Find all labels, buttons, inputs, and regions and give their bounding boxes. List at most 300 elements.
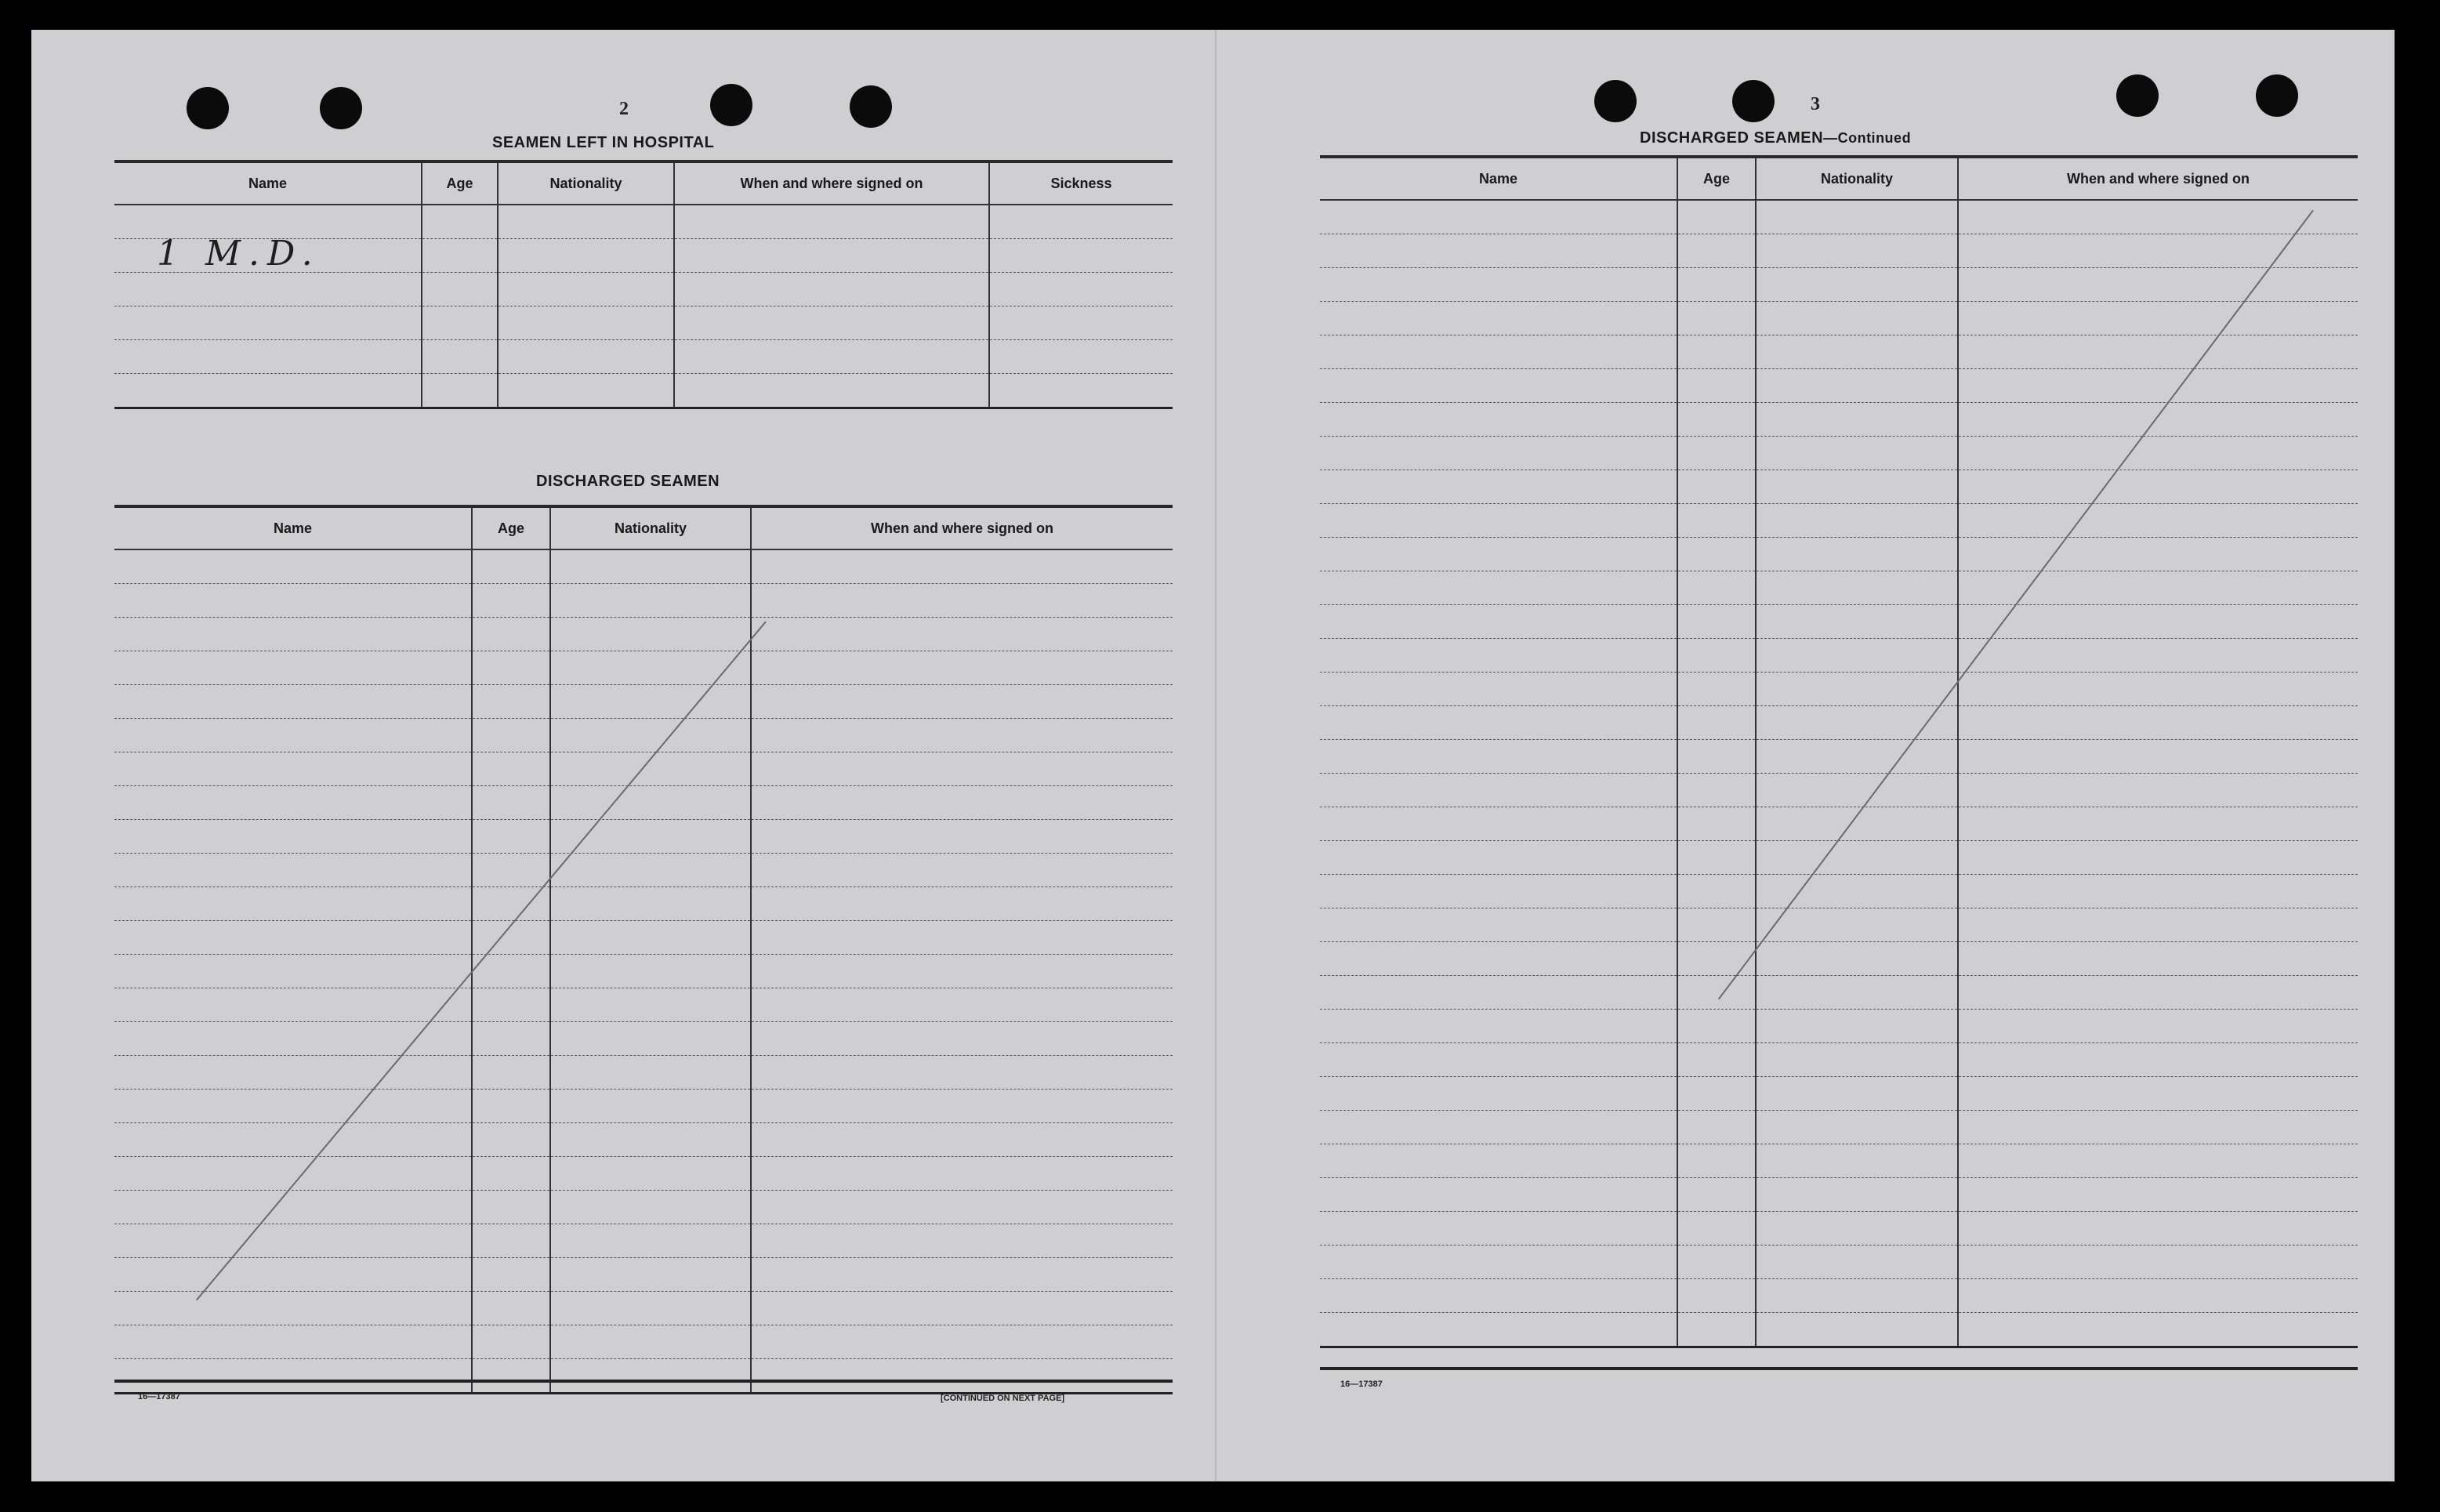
table-row: [114, 340, 1173, 374]
table-header-row: [114, 161, 1173, 205]
table-cell: [1320, 774, 1677, 807]
table-cell: [550, 1191, 751, 1224]
table-cell: [114, 549, 472, 584]
table-cell: [751, 752, 1173, 786]
table-cell: [1958, 335, 2358, 369]
table-cell: [1320, 1178, 1677, 1212]
table-row: [1320, 639, 2358, 673]
table-cell: [550, 1157, 751, 1191]
table-cell: [1756, 1245, 1958, 1279]
table-cell: [1756, 1010, 1958, 1043]
table-row: [114, 820, 1173, 854]
table-cell: [674, 273, 989, 306]
table-row: [1320, 1245, 2358, 1279]
table-row: [114, 685, 1173, 719]
table-cell: [498, 205, 674, 239]
table-cell: [1958, 1144, 2358, 1178]
bottom-rule: [114, 1380, 1173, 1383]
table-cell: [751, 685, 1173, 719]
table-cell: [550, 584, 751, 618]
table-cell: [1677, 774, 1756, 807]
table-cell: [114, 1123, 472, 1157]
table-row: [1320, 942, 2358, 976]
table-cell: [989, 205, 1173, 239]
table-cell: [472, 685, 550, 719]
title-main: DISCHARGED SEAMEN: [1640, 129, 1824, 147]
table-cell: [472, 1191, 550, 1224]
table-row: [114, 1325, 1173, 1359]
table-cell: [1677, 942, 1756, 976]
table-cell: [114, 1292, 472, 1325]
table-row: [114, 273, 1173, 306]
table-cell: [114, 1359, 472, 1394]
column-header-name: Name: [114, 161, 422, 205]
table-row: [114, 549, 1173, 584]
table-cell: [1320, 908, 1677, 942]
table-cell: [472, 752, 550, 786]
table-cell: [1756, 1111, 1958, 1144]
table-row: [1320, 538, 2358, 571]
table-cell: [550, 955, 751, 988]
table-cell: [1756, 1144, 1958, 1178]
table-cell: [472, 1056, 550, 1090]
table-row: [114, 719, 1173, 752]
table-cell: [674, 374, 989, 408]
table-cell: [1756, 1178, 1958, 1212]
table-cell: [1677, 908, 1756, 942]
table-cell: [1677, 1178, 1756, 1212]
table-row: [1320, 1313, 2358, 1347]
table-cell: [114, 651, 472, 685]
table-row: [1320, 1010, 2358, 1043]
table-cell: [114, 988, 472, 1022]
table-cell: [114, 786, 472, 820]
table-cell: [674, 205, 989, 239]
table-cell: [114, 820, 472, 854]
table-cell: [114, 719, 472, 752]
table-cell: [1958, 369, 2358, 403]
table-row: [1320, 875, 2358, 908]
table-row: [114, 374, 1173, 408]
table-cell: [114, 921, 472, 955]
table-cell: [1677, 1077, 1756, 1111]
table-cell: [1320, 470, 1677, 504]
table-row: [1320, 774, 2358, 807]
table-cell: [1958, 1178, 2358, 1212]
table-cell: [1756, 200, 1958, 234]
form-number: 16—17387: [1340, 1380, 1383, 1389]
table-row: [1320, 1043, 2358, 1077]
table-cell: [1958, 706, 2358, 740]
table-cell: [1320, 1077, 1677, 1111]
table-cell: [1958, 403, 2358, 437]
table-cell: [550, 1056, 751, 1090]
table-header-row: [1320, 157, 2358, 200]
table-cell: [472, 854, 550, 887]
table-cell: [1756, 875, 1958, 908]
table-cell: [1958, 1043, 2358, 1077]
table-cell: [1756, 403, 1958, 437]
table-cell: [1320, 1245, 1677, 1279]
table-row: [114, 786, 1173, 820]
table-cell: [422, 340, 498, 374]
table-cell: [472, 549, 550, 584]
table-cell: [1320, 1043, 1677, 1077]
table-cell: [1320, 841, 1677, 875]
table-cell: [1756, 1077, 1958, 1111]
table-cell: [1677, 234, 1756, 268]
table-row: [1320, 504, 2358, 538]
table-cell: [422, 273, 498, 306]
table-cell: [114, 1224, 472, 1258]
table-cell: [550, 854, 751, 887]
table-cell: [751, 549, 1173, 584]
table-row: [1320, 571, 2358, 605]
table-cell: [1677, 504, 1756, 538]
table-cell: [1756, 807, 1958, 841]
table-cell: [674, 239, 989, 273]
table-cell: [751, 820, 1173, 854]
table-cell: [751, 1224, 1173, 1258]
table-cell: [472, 988, 550, 1022]
table-cell: [550, 719, 751, 752]
table-row: [114, 651, 1173, 685]
table-cell: [1320, 942, 1677, 976]
table-cell: [1958, 1313, 2358, 1347]
table-cell: [1958, 1010, 2358, 1043]
table-row: [1320, 470, 2358, 504]
table-cell: [751, 988, 1173, 1022]
column-header-sickness: Sickness: [989, 161, 1173, 205]
table-row: [1320, 268, 2358, 302]
table-cell: [751, 584, 1173, 618]
table-cell: [114, 584, 472, 618]
table-row: [114, 854, 1173, 887]
table-cell: [550, 651, 751, 685]
table-row: [1320, 369, 2358, 403]
table-cell: [1320, 268, 1677, 302]
handwritten-entry: 1 M.D.: [157, 234, 321, 274]
table-cell: [1677, 1010, 1756, 1043]
table-cell: [1756, 268, 1958, 302]
table-row: [1320, 1077, 2358, 1111]
table-cell: [550, 1224, 751, 1258]
table-cell: [1677, 302, 1756, 335]
table-cell: [422, 239, 498, 273]
table-cell: [1958, 841, 2358, 875]
discharged-table: [114, 505, 1173, 1394]
page-number: 2: [619, 99, 629, 119]
table-cell: [422, 306, 498, 340]
table-cell: [1958, 1077, 2358, 1111]
table-cell: [1958, 639, 2358, 673]
table-cell: [751, 786, 1173, 820]
table-cell: [1958, 538, 2358, 571]
table-row: [114, 1292, 1173, 1325]
table-row: [114, 1123, 1173, 1157]
table-cell: [674, 306, 989, 340]
left-page: [31, 30, 1215, 1481]
table-cell: [1320, 740, 1677, 774]
table-cell: [498, 306, 674, 340]
table-row: [1320, 1178, 2358, 1212]
table-cell: [1756, 437, 1958, 470]
table-cell: [550, 1359, 751, 1394]
table-cell: [1756, 673, 1958, 706]
right-page: [1216, 30, 2395, 1481]
table-cell: [1320, 976, 1677, 1010]
table-cell: [472, 1292, 550, 1325]
table-cell: [989, 273, 1173, 306]
bottom-rule: [1320, 1367, 2358, 1370]
table-cell: [472, 1022, 550, 1056]
table-cell: [1756, 1043, 1958, 1077]
table-cell: [751, 1022, 1173, 1056]
table-cell: [989, 239, 1173, 273]
table-cell: [1958, 1279, 2358, 1313]
table-row: [114, 306, 1173, 340]
table-cell: [751, 1325, 1173, 1359]
table-cell: [1677, 470, 1756, 504]
table-cell: [1320, 335, 1677, 369]
table-cell: [1320, 605, 1677, 639]
table-row: [1320, 1111, 2358, 1144]
table-cell: [550, 988, 751, 1022]
table-cell: [114, 1258, 472, 1292]
column-header-nationality: Nationality: [550, 506, 751, 549]
column-header-age: Age: [1677, 157, 1756, 200]
table-cell: [1958, 942, 2358, 976]
table-cell: [472, 584, 550, 618]
table-cell: [498, 273, 674, 306]
table-cell: [114, 887, 472, 921]
table-row: [114, 1359, 1173, 1394]
table-cell: [1756, 908, 1958, 942]
table-cell: [550, 549, 751, 584]
table-row: [1320, 437, 2358, 470]
table-cell: [550, 618, 751, 651]
table-cell: [1320, 571, 1677, 605]
column-header-nationality: Nationality: [498, 161, 674, 205]
table-cell: [550, 820, 751, 854]
table-cell: [550, 1292, 751, 1325]
table-cell: [751, 854, 1173, 887]
table-cell: [1756, 774, 1958, 807]
table-cell: [1677, 1279, 1756, 1313]
table-cell: [751, 719, 1173, 752]
table-row: [1320, 908, 2358, 942]
table-cell: [751, 1359, 1173, 1394]
table-row: [1320, 302, 2358, 335]
table-cell: [114, 1191, 472, 1224]
table-cell: [1677, 1111, 1756, 1144]
table-cell: [1756, 605, 1958, 639]
table-row: [114, 955, 1173, 988]
table-cell: [1677, 1144, 1756, 1178]
table-cell: [1677, 807, 1756, 841]
table-row: [1320, 234, 2358, 268]
document-sheet: [31, 30, 2395, 1481]
table-cell: [550, 1258, 751, 1292]
table-cell: [1677, 605, 1756, 639]
table-cell: [751, 1292, 1173, 1325]
table-cell: [114, 1056, 472, 1090]
table-row: [114, 584, 1173, 618]
table-cell: [1677, 740, 1756, 774]
column-header-name: Name: [114, 506, 472, 549]
table-cell: [1320, 504, 1677, 538]
table-cell: [114, 1090, 472, 1123]
table-cell: [1958, 740, 2358, 774]
table-row: [1320, 807, 2358, 841]
table-cell: [1958, 673, 2358, 706]
table-cell: [1756, 369, 1958, 403]
table-cell: [472, 1359, 550, 1394]
table-cell: [1677, 437, 1756, 470]
column-header-age: Age: [472, 506, 550, 549]
table-cell: [550, 887, 751, 921]
form-number: 16—17387: [138, 1392, 180, 1401]
table-cell: [1756, 571, 1958, 605]
table-row: [114, 1056, 1173, 1090]
table-cell: [1958, 504, 2358, 538]
table-cell: [1320, 234, 1677, 268]
table-cell: [1958, 1212, 2358, 1245]
table-cell: [1320, 369, 1677, 403]
table-row: [114, 1022, 1173, 1056]
table-cell: [1958, 234, 2358, 268]
table-cell: [1958, 302, 2358, 335]
column-header-signed-on: When and where signed on: [674, 161, 989, 205]
table-cell: [472, 719, 550, 752]
table-cell: [422, 374, 498, 408]
table-cell: [498, 340, 674, 374]
table-cell: [751, 1157, 1173, 1191]
table-cell: [1958, 268, 2358, 302]
table-cell: [1756, 942, 1958, 976]
table-row: [114, 752, 1173, 786]
table-cell: [550, 1090, 751, 1123]
table-cell: [472, 1157, 550, 1191]
table-cell: [1677, 200, 1756, 234]
column-header-signed-on: When and where signed on: [1958, 157, 2358, 200]
table-cell: [989, 374, 1173, 408]
table-cell: [751, 1191, 1173, 1224]
table-row: [1320, 1279, 2358, 1313]
table-cell: [1677, 369, 1756, 403]
table-cell: [472, 1258, 550, 1292]
table-cell: [1677, 639, 1756, 673]
table-cell: [550, 1123, 751, 1157]
table-row: [114, 1258, 1173, 1292]
table-cell: [751, 921, 1173, 955]
table-cell: [1756, 335, 1958, 369]
table-cell: [114, 340, 422, 374]
table-cell: [989, 306, 1173, 340]
table-cell: [1320, 200, 1677, 234]
table-cell: [1677, 403, 1756, 437]
table-cell: [472, 820, 550, 854]
table-row: [1320, 1212, 2358, 1245]
table-cell: [1958, 1245, 2358, 1279]
table-cell: [1320, 706, 1677, 740]
discharged-continued-table: [1320, 155, 2358, 1348]
table-cell: [1320, 1111, 1677, 1144]
table-cell: [1756, 234, 1958, 268]
table-cell: [498, 239, 674, 273]
table-row: [114, 1224, 1173, 1258]
discharged-continued-title: [1640, 129, 1911, 147]
hospital-table: [114, 160, 1173, 409]
table-row: [1320, 740, 2358, 774]
table-row: [1320, 673, 2358, 706]
table-header-row: [114, 506, 1173, 549]
table-cell: [1677, 335, 1756, 369]
table-cell: [751, 1258, 1173, 1292]
table-cell: [114, 374, 422, 408]
table-cell: [751, 1123, 1173, 1157]
table-cell: [1958, 976, 2358, 1010]
table-cell: [472, 955, 550, 988]
table-cell: [472, 1325, 550, 1359]
table-cell: [751, 651, 1173, 685]
table-cell: [472, 651, 550, 685]
table-row: [1320, 976, 2358, 1010]
table-cell: [472, 786, 550, 820]
table-cell: [1756, 1212, 1958, 1245]
table-cell: [1320, 673, 1677, 706]
table-row: [114, 988, 1173, 1022]
column-header-age: Age: [422, 161, 498, 205]
table-cell: [1958, 774, 2358, 807]
table-cell: [1756, 740, 1958, 774]
table-cell: [674, 340, 989, 374]
table-row: [1320, 706, 2358, 740]
table-cell: [498, 374, 674, 408]
table-cell: [114, 1325, 472, 1359]
table-row: [114, 1090, 1173, 1123]
table-cell: [1320, 403, 1677, 437]
discharged-section-title: DISCHARGED SEAMEN: [536, 473, 720, 490]
hospital-section-title: SEAMEN LEFT IN HOSPITAL: [492, 134, 715, 151]
table-cell: [1320, 538, 1677, 571]
table-cell: [114, 955, 472, 988]
table-cell: [1958, 437, 2358, 470]
table-cell: [1320, 1010, 1677, 1043]
table-cell: [1320, 1212, 1677, 1245]
table-row: [1320, 841, 2358, 875]
table-cell: [1677, 1245, 1756, 1279]
table-cell: [1320, 302, 1677, 335]
table-cell: [1756, 1279, 1958, 1313]
table-cell: [1756, 470, 1958, 504]
page-number: 3: [1811, 94, 1820, 114]
table-cell: [1756, 639, 1958, 673]
table-cell: [1320, 807, 1677, 841]
table-cell: [1320, 1144, 1677, 1178]
table-cell: [472, 1090, 550, 1123]
table-cell: [1756, 538, 1958, 571]
table-cell: [1958, 908, 2358, 942]
table-cell: [550, 685, 751, 719]
table-cell: [114, 273, 422, 306]
table-cell: [550, 786, 751, 820]
title-suffix: —Continued: [1823, 130, 1912, 146]
table-cell: [114, 306, 422, 340]
table-cell: [751, 618, 1173, 651]
table-row: [114, 921, 1173, 955]
table-cell: [1320, 1313, 1677, 1347]
